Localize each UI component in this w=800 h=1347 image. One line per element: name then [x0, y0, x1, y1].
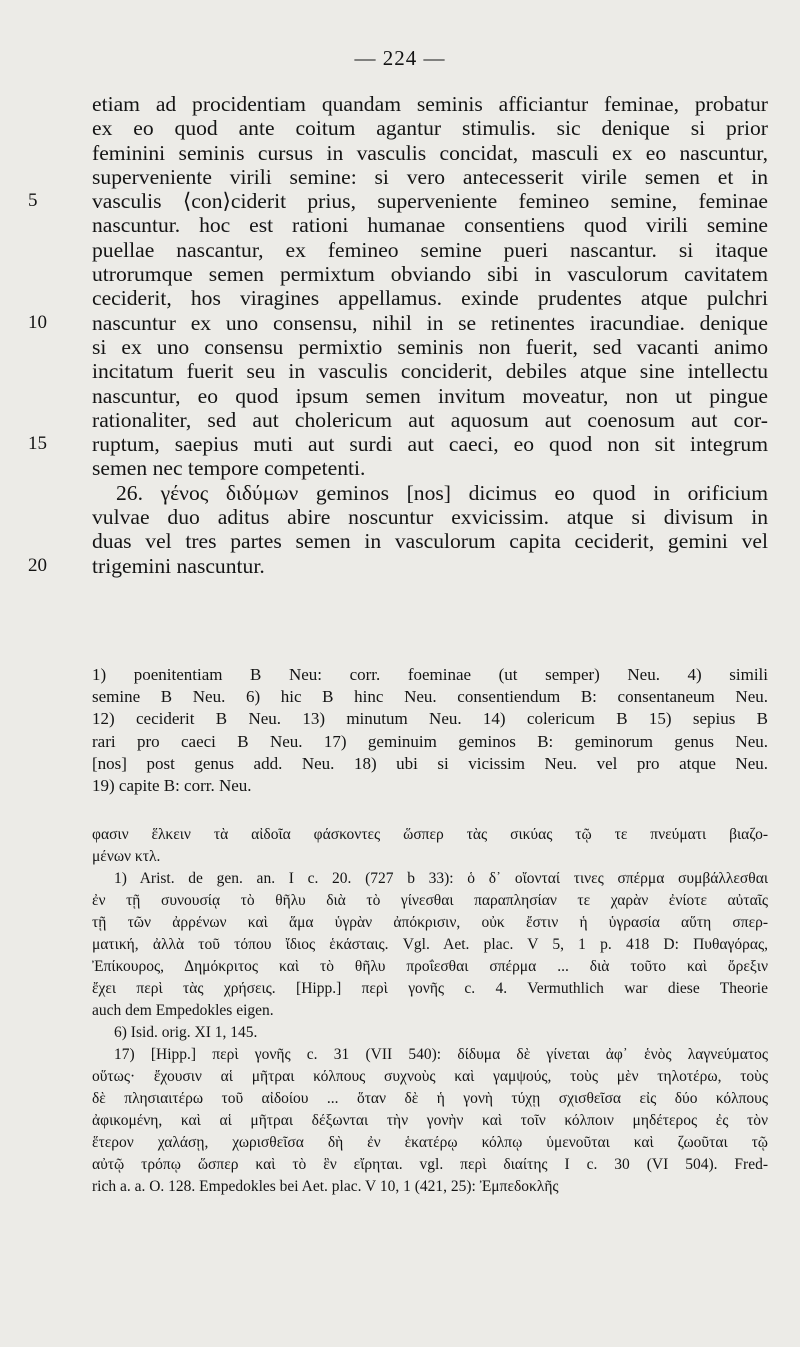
main-text-line: [92, 238, 768, 262]
apparatus-line: semine B Neu. 6) hic B hinc Neu. consentiendum B: consentaneum Neu.: [92, 687, 768, 707]
source-line: μένων κτλ.: [92, 848, 161, 865]
source-line: ἕτερον χαλάσῃ, χωρισθεῖσα δὴ ἐν ἑκατέρῳ κόλπῳ ὑμενοῦται καὶ ζωοῦται τῷ: [92, 1134, 768, 1151]
main-text-line: [92, 384, 768, 408]
source-line: ἔχει περὶ τὰς χρήσεις. [Hipp.] περὶ γονῆς c. 4. Vermuthlich war diese Theorie: [92, 980, 768, 997]
apparatus-line: 1) poenitentiam B Neu: corr. foeminae (ut semper) Neu. 4) simili: [92, 665, 768, 684]
line-text: ceciderit, hos viragines appellamus. exinde prudentes atque pulchri: [92, 286, 768, 311]
line-text: vasculis ⟨con⟩ciderit prius, superveniente femineo semine, feminae: [92, 189, 768, 214]
line-number: 20: [28, 554, 47, 576]
main-text-block: [28, 92, 768, 578]
main-text-line: [92, 481, 768, 505]
source-line: 1) Arist. de gen. an. I c. 20. (727 b 33): ὁ δ᾽ οἴονταί τινες σπέρμα συμβάλλεσθαι: [114, 870, 768, 887]
line-text: ruptum, saepius muti aut surdi aut caeci, eo quod non sit integrum: [92, 432, 768, 457]
page-number: — 224 —: [354, 46, 446, 70]
main-text-line: [92, 505, 768, 529]
source-line: rich a. a. O. 128. Empedokles bei Aet. plac. V 10, 1 (421, 25): Ἐμπεδοκλῆς: [92, 1178, 559, 1195]
line-number: 5: [28, 190, 38, 212]
apparatus-line: rari pro caeci B Neu. 17) geminuim geminos B: geminorum genus Neu.: [92, 731, 768, 751]
apparatus-line: 19) capite B: corr. Neu.: [92, 775, 252, 795]
source-line: 6) Isid. orig. XI 1, 145.: [114, 1024, 258, 1041]
line-number: 15: [28, 433, 47, 455]
main-text-line: [92, 359, 768, 383]
main-text-line: [92, 141, 768, 165]
main-text-line: [92, 213, 768, 237]
line-text: ex eo quod ante coitum agantur stimulis. sic denique si prior: [92, 116, 768, 141]
main-text-line: [92, 529, 768, 553]
source-line: φασιν ἕλκειν τὰ αἰδοῖα φάσκοντες ὥσπερ τὰς σικύας τῷ τε πνεύματι βιαζο-: [92, 826, 768, 843]
source-line: οὕτως· ἔχουσιν αἱ μῆτραι κόλπους συχνοὺς καὶ γαμψούς, τοὺς μὲν τηλοτέρω, τοὺς: [92, 1068, 768, 1085]
line-text: incitatum fuerit seu in vasculis conciderit, debiles atque sine intellectu: [92, 359, 768, 384]
main-text-line: [92, 408, 768, 432]
line-text: si ex uno consensu permixtio seminis non fuerit, sed vacanti animo: [92, 334, 768, 359]
source-line: auch dem Empedokles eigen.: [92, 1002, 274, 1019]
main-text-line: [28, 189, 768, 214]
line-text: feminini seminis cursus in vasculis concidat, masculi ex eo nascuntur,: [92, 140, 768, 165]
apparatus-line: 12) ceciderit B Neu. 13) minutum Neu. 14) colericum B 15) sepius B: [92, 709, 768, 729]
source-line: ματική, ἀλλὰ τοῦ τόπου ἴδιος ἑκάσταις. Vgl. Aet. plac. V 5, 1 p. 418 D: Πυθαγόρας,: [92, 936, 768, 953]
line-text: superveniente virili semine: si vero antecesserit virile semen et in: [92, 164, 768, 189]
source-line: δὲ πλησιαιτέρω τοῦ αἰδοίου ... ὅταν δὲ ἡ γονὴ τύχῃ σχισθεῖσα εἰς δύο κόλπους: [92, 1090, 768, 1107]
main-text-line: [92, 116, 768, 140]
source-line: τῇ τῶν ἀρρένων καὶ ἅμα ὑγρὰν ἀπόκρισιν, οὐκ ἔστιν ἡ ὑγρασία αὕτη σπερ-: [92, 914, 768, 931]
main-text-line: [92, 456, 768, 480]
source-line: ἀφικομένη, καὶ αἱ μῆτραι δέξωνται τὴν γονὴν καὶ τοῖν κόλποιν μηδέτερος ἐς τὸν: [92, 1112, 768, 1129]
source-apparatus: [92, 824, 768, 1198]
main-text-line: [28, 432, 768, 457]
line-text: trigemini nascuntur.: [92, 553, 265, 578]
main-text-line: [92, 92, 768, 116]
source-line: Ἐπίκουρος, Δημόκριτος καὶ τὸ θῆλυ προΐεσθαι σπέρμα ... διὰ τοῦτο καὶ ὄρεξιν: [92, 958, 768, 975]
line-text: puellae nascantur, ex femineo semine pueri nascantur. si itaque: [92, 237, 768, 262]
line-text: etiam ad procidentiam quandam seminis afficiantur feminae, probatur: [92, 92, 768, 116]
source-line: 17) [Hipp.] περὶ γονῆς c. 31 (VII 540): δίδυμα δὲ γίνεται ἀφ᾽ ἑνὸς λαγνεύματος: [114, 1046, 768, 1063]
line-text: nascuntur. hoc est rationi humanae consentiens quod virili semine: [92, 213, 768, 238]
line-text: utrorumque semen permixtum obviando sibi in vasculorum cavitatem: [92, 262, 768, 287]
line-text: nascuntur, eo quod ipsum semen invitum moveatur, non ut pingue: [92, 383, 768, 408]
line-number: 10: [28, 311, 47, 333]
line-text: semen nec tempore competenti.: [92, 456, 366, 481]
critical-apparatus: [92, 664, 768, 797]
main-text-line: [28, 310, 768, 335]
main-text-line: [92, 286, 768, 310]
line-text: nascuntur ex uno consensu, nihil in se retinentes iracundiae. denique: [92, 310, 768, 335]
apparatus-line: [nos] post genus add. Neu. 18) ubi si vicissim Neu. vel pro atque Neu.: [92, 753, 768, 773]
line-text: vulvae duo aditus abire noscuntur exvicissim. atque si divisum in: [92, 505, 768, 530]
main-text-line: [28, 553, 768, 578]
main-text-line: [92, 165, 768, 189]
line-text: rationaliter, sed aut cholericum aut aquosum aut coenosum aut cor-: [92, 407, 768, 432]
source-line: αὐτῷ τρόπῳ ὥσπερ καὶ τὸ ἓν εἴρηται. vgl. περὶ διαίτης I c. 30 (VI 504). Fred-: [92, 1156, 768, 1173]
main-text-line: [92, 262, 768, 286]
line-text: 26. γένος διδύμων geminos [nos] dicimus eo quod in orificium: [116, 480, 768, 505]
line-text: duas vel tres partes semen in vasculorum capita ceciderit, gemini vel: [92, 529, 768, 554]
main-text-line: [92, 335, 768, 359]
source-line: ἐν τῇ συνουσίᾳ τὸ θῆλυ διὰ τὸ γίνεσθαι παραπλησίαν τε χαρὰν ἐνίοτε αὐταῖς: [92, 892, 768, 909]
